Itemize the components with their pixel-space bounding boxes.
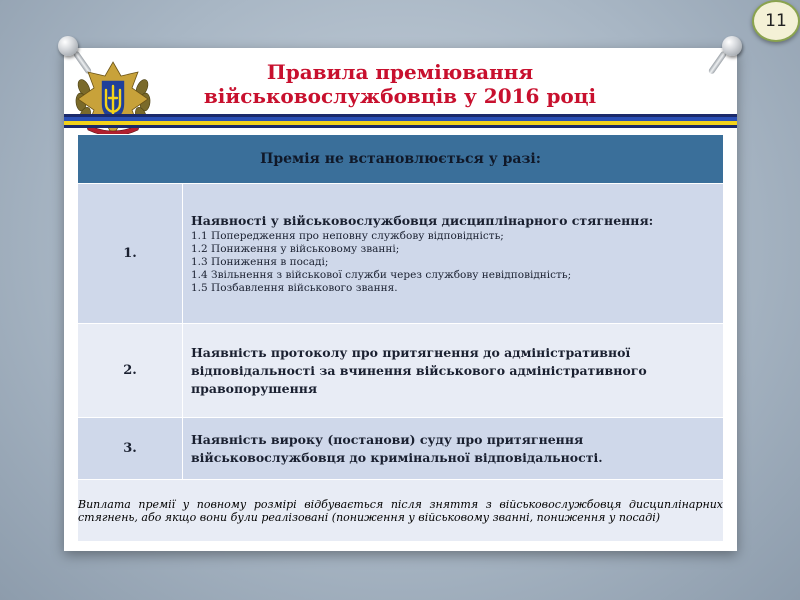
flag-stripe — [64, 114, 737, 128]
slide-title — [150, 60, 650, 108]
pushpin-right-icon — [722, 36, 742, 56]
row-subitem: 1.1 Попередження про неповну службову відповідність; — [191, 230, 504, 242]
row-heading: Наявність протоколу про притягнення до адміністративної відповідальності за вчинення військового адміністративного правопорушення — [191, 344, 647, 396]
row-number: 2. — [78, 324, 183, 418]
row-heading: Наявність вироку (постанови) суду про притягнення військовослужбовця до кримінальної відповідальності. — [191, 431, 603, 465]
table-footer-row — [78, 480, 724, 542]
row-subitem: 1.2 Пониження у військовому званні; — [191, 243, 400, 255]
pushpin-left-icon — [58, 36, 78, 56]
table-footer-note: Виплата премії у повному розмірі відбувається після зняття з військовослужбовця дисциплінарних стягнень, або якщо вони були реалізовані (пониження у військовому званні, пониження у посаді) — [78, 480, 724, 542]
table-row — [78, 324, 724, 418]
stripe-navy-bottom — [64, 125, 737, 128]
page-number-badge: 11 — [752, 0, 800, 42]
row-content — [183, 184, 724, 324]
bonus-conditions-table — [77, 134, 724, 542]
row-number: 1. — [78, 184, 183, 324]
table-row — [78, 184, 724, 324]
row-subitem: 1.5 Позбавлення військового звання. — [191, 282, 398, 294]
row-content — [183, 324, 724, 418]
table-header: Премія не встановлюється у разі: — [78, 135, 724, 184]
row-heading: Наявності у військовослужбовця дисциплінарного стягнення: — [191, 213, 654, 228]
row-subitem: 1.3 Пониження в посаді; — [191, 256, 329, 268]
row-subitem: 1.4 Звільнення з військової служби через службову невідповідність; — [191, 269, 572, 281]
slide-title-line2: військовослужбовців у 2016 році — [203, 84, 597, 108]
row-number: 3. — [78, 418, 183, 480]
slide-title-line1: Правила преміювання — [266, 60, 534, 84]
row-content — [183, 418, 724, 480]
table-row — [78, 418, 724, 480]
